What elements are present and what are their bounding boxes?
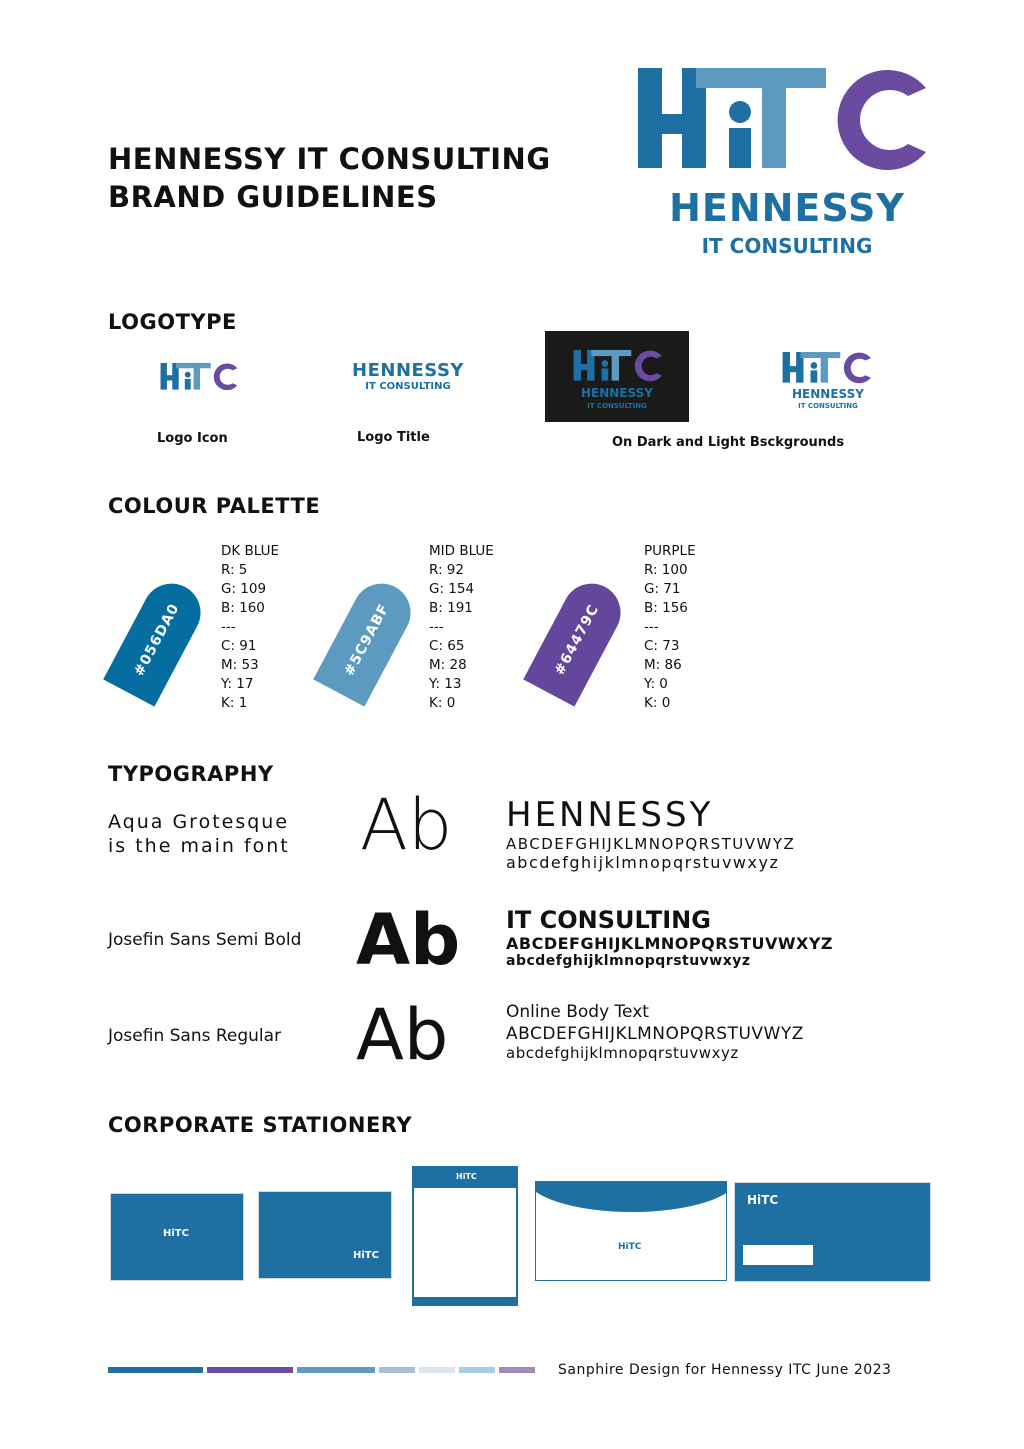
footer-bar-3: [297, 1367, 375, 1373]
hitc-icon-light: [782, 347, 874, 387]
swatch-dk-blue-values: DK BLUE R: 5 G: 109 B: 160 --- C: 91 M: 53 Y: 17 K: 1: [221, 543, 280, 711]
typo-label-aqua: Aqua Grotesque is the main font: [108, 811, 290, 857]
logo-icon-caption: Logo Icon: [157, 431, 228, 446]
card-back-logo: HiTC: [353, 1250, 379, 1261]
business-card-back: [258, 1191, 392, 1279]
backgrounds-caption: On Dark and Light Bsckgrounds: [612, 435, 845, 450]
footer-bar-6: [459, 1367, 495, 1373]
typo-sample-regular: Online Body Text ABCDEFGHIJKLMNOPQRSTUVWYZ abcdefghijklmnopqrstuvwxyz: [506, 1002, 804, 1062]
hitc-icon: [160, 358, 240, 394]
footer-bar-4: [379, 1367, 415, 1373]
letterhead-footer: [414, 1297, 516, 1304]
letterhead-header: HiTC: [414, 1168, 516, 1188]
typo-ab-aqua: Ab: [360, 784, 453, 866]
typo-label-semibold: Josefin Sans Semi Bold: [108, 930, 302, 950]
page-title: HENNESSY IT CONSULTING BRAND GUIDELINES: [108, 142, 551, 214]
swatch-mid-blue-values: MID BLUE R: 92 G: 154 B: 191 --- C: 65 M: 28 Y: 13 K: 0: [429, 543, 494, 711]
swatch-purple: #64479C: [523, 573, 631, 706]
typo-ab-semibold: Ab: [356, 899, 461, 981]
footer-bar-1: [108, 1367, 203, 1373]
folder-label: [743, 1245, 813, 1265]
footer-credit: Sanphire Design for Hennessy ITC June 2023: [558, 1362, 892, 1378]
swatch-purple-values: PURPLE R: 100 G: 71 B: 156 --- C: 73 M: 86 Y: 0 K: 0: [644, 543, 696, 711]
logo-light-background: HENNESSY IT CONSULTING: [778, 345, 878, 415]
brand-name: HENNESSY: [669, 186, 905, 230]
logo-icon-sample: [160, 358, 240, 398]
typo-label-regular: Josefin Sans Regular: [108, 1026, 282, 1046]
logo-dark-background: HENNESSY IT CONSULTING: [545, 331, 689, 422]
card-logo: HiTC: [163, 1228, 189, 1239]
logo-title-sample: HENNESSY IT CONSULTING: [352, 360, 464, 392]
typo-sample-aqua: HENNESSY ABCDEFGHIJKLMNOPQRSTUVWYZ abcdefghijklmnopqrstuvwxyz: [506, 795, 796, 872]
hitc-icon-dark: [573, 345, 665, 385]
logotype-heading: LOGOTYPE: [108, 310, 237, 334]
folder-logo: HiTC: [747, 1193, 779, 1207]
footer-color-bar: [108, 1367, 538, 1373]
envelope-logo: HiTC: [618, 1242, 642, 1252]
typography-heading: TYPOGRAPHY: [108, 762, 274, 786]
typo-sample-semibold: IT CONSULTING ABCDEFGHIJKLMNOPQRSTUVWXYZ abcdefghijklmnopqrstuvwxyz: [506, 906, 834, 969]
footer-bar-5: [419, 1367, 455, 1373]
logo-title-caption: Logo Title: [357, 430, 430, 445]
swatch-dk-blue: #056DA0: [103, 573, 211, 706]
stationery-heading: CORPORATE STATIONERY: [108, 1113, 413, 1137]
footer-bar-7: [499, 1367, 535, 1373]
swatch-mid-blue: #5C9ABF: [313, 573, 421, 706]
envelope-flap: [535, 1181, 727, 1212]
brand-subtitle: IT CONSULTING: [701, 234, 873, 258]
palette-heading: COLOUR PALETTE: [108, 494, 321, 518]
letterhead: [412, 1166, 518, 1306]
envelope: [535, 1181, 727, 1281]
business-card-front: [110, 1193, 244, 1281]
typo-ab-regular: Ab: [356, 994, 449, 1076]
footer-bar-2: [207, 1367, 293, 1373]
hitc-logo-mark: [636, 62, 936, 262]
folder: [734, 1182, 931, 1282]
main-logo: [636, 62, 936, 262]
